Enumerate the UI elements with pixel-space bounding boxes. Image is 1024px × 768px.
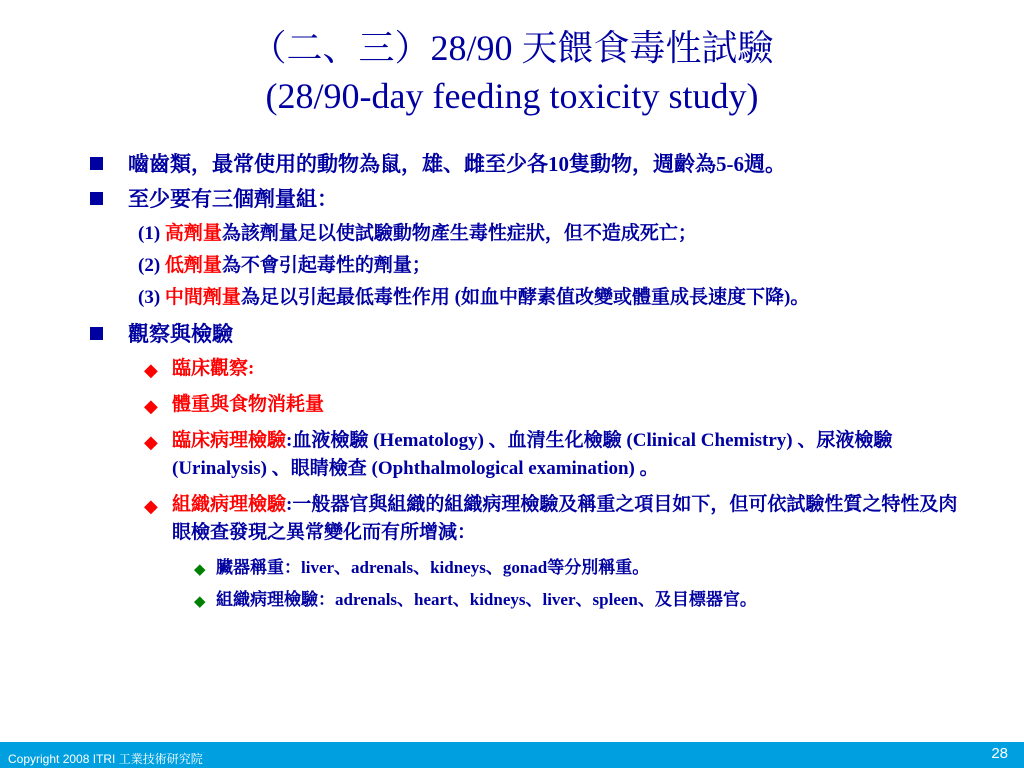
page-number: 28	[991, 745, 1008, 762]
square-bullet-icon	[90, 192, 103, 205]
sub-item-text: 臟器稱重：liver、adrenals、kidneys、gonad等分別稱重。	[216, 558, 650, 577]
item-term: 體重與食物消耗量	[172, 394, 325, 415]
bullet-text: 至少要有三個劑量組：	[128, 187, 338, 211]
bullet-text: 觀察與檢驗	[128, 322, 233, 346]
title-line-english: (28/90-day feeding toxicity study)	[265, 76, 759, 116]
copyright-text: Copyright 2008 ITRI 工業技術研究院	[8, 752, 203, 766]
observation-histopathology	[90, 491, 970, 547]
item-text: 為足以引起最低毒性作用 (如血中酵素值改變或體重成長速度下降)。	[240, 287, 810, 308]
bullet-dose-groups	[90, 185, 970, 214]
diamond-bullet-icon: ◆	[194, 560, 206, 578]
item-number: (3)	[138, 287, 165, 308]
item-text: :一般器官與組織的組織病理檢驗及稱重之項目如下，但可依試驗性質之特性及肉眼檢查發現之異常變化而有所增減：	[172, 494, 958, 543]
item-text: :血液檢驗 (Hematology) 、血清生化檢驗 (Clinical Chemistry) 、尿液檢驗 (Urinalysis) 、眼睛檢查 (Ophthalmological examination) 。	[172, 430, 893, 479]
slide-title	[0, 24, 1024, 120]
item-number: (1)	[138, 223, 165, 244]
item-term: 低劑量	[164, 255, 222, 276]
footer-bar	[0, 742, 1024, 768]
item-term: 高劑量	[164, 223, 222, 244]
item-term: 臨床觀察:	[172, 358, 255, 379]
item-term: 臨床病理檢驗	[172, 430, 287, 451]
dose-item-high	[90, 220, 970, 248]
square-bullet-icon	[90, 157, 103, 170]
diamond-bullet-icon: ◆	[194, 592, 206, 610]
item-term: 中間劑量	[164, 287, 241, 308]
square-bullet-icon	[90, 327, 103, 340]
title-line-chinese: （二、三）28/90 天餵食毒性試驗	[250, 28, 774, 68]
bullet-rodents	[90, 150, 970, 179]
observation-weight	[90, 391, 970, 419]
item-text: 為不會引起毒性的劑量；	[221, 255, 431, 276]
observation-clinical-pathology	[90, 427, 970, 483]
diamond-bullet-icon: ◆	[144, 396, 158, 417]
observation-clinical	[90, 355, 970, 383]
bullet-text: 嚙齒類，最常使用的動物為鼠，雄、雌至少各10隻動物，週齡為5-6週。	[128, 152, 786, 176]
sub-item-organ-weight	[90, 555, 970, 581]
item-term: 組織病理檢驗	[172, 494, 287, 515]
diamond-bullet-icon: ◆	[144, 496, 158, 517]
sub-item-text: 組織病理檢驗：adrenals、heart、kidneys、liver、spleen、及目標器官。	[216, 590, 757, 609]
dose-item-low	[90, 252, 970, 280]
diamond-bullet-icon: ◆	[144, 360, 158, 381]
sub-item-histopathology	[90, 587, 970, 613]
dose-item-middle	[90, 284, 970, 312]
item-text: 為該劑量足以使試驗動物產生毒性症狀，但不造成死亡；	[221, 223, 697, 244]
slide-content	[90, 150, 970, 619]
bullet-observation	[90, 320, 970, 349]
item-number: (2)	[138, 255, 165, 276]
diamond-bullet-icon: ◆	[144, 432, 158, 453]
